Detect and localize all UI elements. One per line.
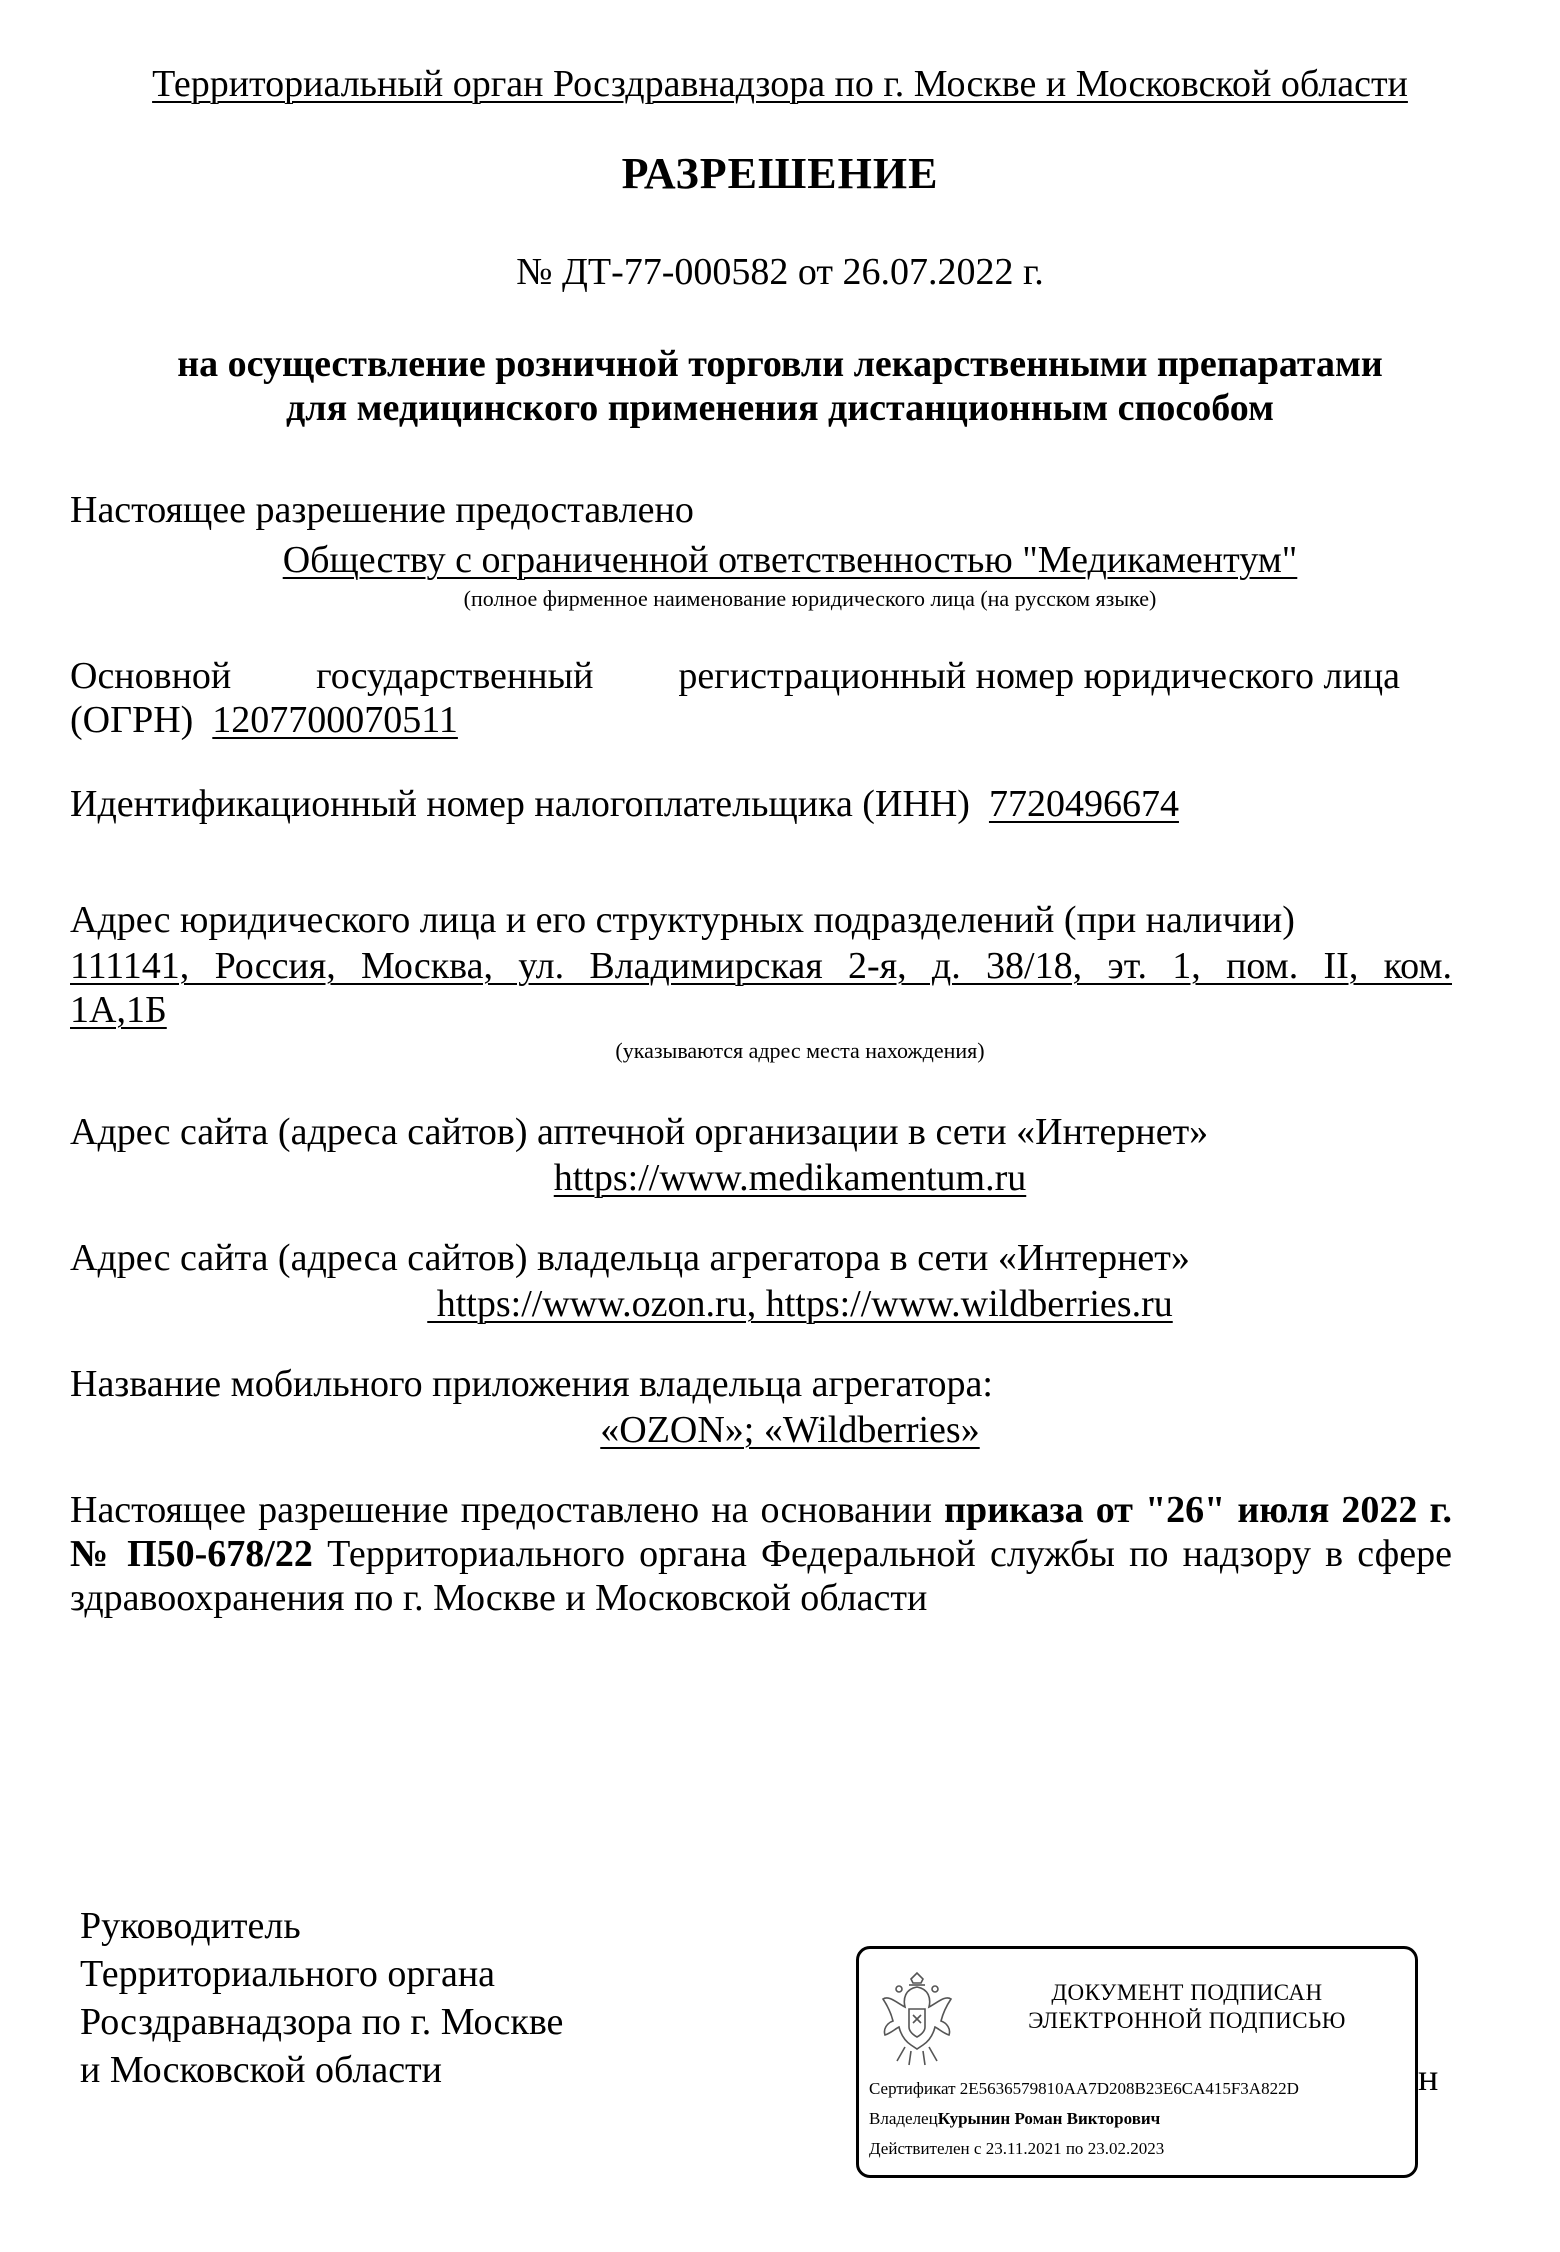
valid-mid: по (1065, 2139, 1084, 2158)
valid-label: Действителен с (869, 2139, 982, 2158)
basis-order-reference: приказа от "26" июля 2022 г. № П50-678/22 (70, 1489, 1452, 1575)
ogrn-label-word: Основной (70, 655, 232, 697)
basis-text-start: Настоящее разрешение предоставлено на основании (70, 1489, 945, 1531)
document-title: РАЗРЕШЕНИЕ (621, 149, 939, 198)
owner-label: Владелец (869, 2109, 938, 2128)
pharmacy-site-value (0, 1156, 1560, 1200)
ogrn-abbr: (ОГРН) (70, 699, 194, 741)
e-signature-heading-line2: ЭЛЕКТРОННОЙ ПОДПИСЬЮ (1028, 2008, 1346, 2033)
signer-line: Росздравнадзора по г. Москве (80, 2001, 564, 2043)
company-name-note: (полное фирменное наименование юридического лица (на русском языке) (463, 586, 1157, 611)
owner-value: Курынин Роман Викторович (937, 2109, 1161, 2128)
ogrn-value: 1207700070511 (212, 699, 458, 741)
certificate-line (869, 2079, 1299, 2099)
valid-to: 23.02.2023 (1087, 2139, 1165, 2158)
ogrn-label-word: государственный (316, 655, 594, 697)
ogrn-line (70, 698, 1450, 742)
document-subject-line2: для медицинского применения дистанционным способом (286, 387, 1274, 429)
address-value (70, 944, 1452, 1032)
ogrn-block (70, 654, 1450, 742)
owner-line (869, 2109, 1160, 2129)
issued-to-label: Настоящее разрешение предоставлено (70, 489, 694, 531)
issuing-authority-text: Территориальный орган Росздравнадзора по г. Москве и Московской области (152, 63, 1408, 105)
inn-line (70, 782, 1179, 826)
address-label: Адрес юридического лица и его структурных подразделений (при наличии) (70, 899, 1295, 941)
company-name-text: Обществу с ограниченной ответственностью "Медикаментум" (282, 539, 1298, 581)
e-signature-stamp (856, 1946, 1418, 2178)
certificate-value: 2E5636579810AA7D208B23E6CA415F3A822D (959, 2079, 1299, 2098)
address-note: (указываются адрес места нахождения) (615, 1038, 985, 1063)
coat-of-arms-icon (875, 1969, 959, 2073)
aggregator-site-links[interactable]: https://www.ozon.ru, https://www.wildberries.ru (427, 1283, 1173, 1325)
clipped-signer-letter: н (1418, 2057, 1439, 2099)
signer-line: Территориального органа (80, 1953, 496, 1995)
certificate-label: Сертификат (869, 2079, 956, 2098)
signer-position (80, 1902, 563, 2094)
inn-value: 7720496674 (988, 783, 1179, 825)
validity-line (869, 2139, 1164, 2159)
address-value-line2: 1А,1Б (70, 989, 167, 1031)
pharmacy-site-link[interactable]: https://www.medikamentum.ru (553, 1157, 1027, 1199)
company-name (0, 538, 1560, 582)
issuing-authority-header (0, 62, 1560, 106)
aggregator-site-value (0, 1282, 1560, 1326)
ogrn-label (70, 654, 1400, 698)
basis-text-end: Территориального органа Федеральной службы по надзору в сфере здравоохранения по г. Москве и Московской области (70, 1533, 1452, 1619)
mobile-app-label: Название мобильного приложения владельца агрегатора: (70, 1363, 993, 1405)
mobile-app-names: «OZON»; «Wildberries» (600, 1409, 980, 1451)
document-subject-line1: на осуществление розничной торговли лекарственными препаратами (177, 343, 1383, 385)
valid-from: 23.11.2021 (985, 2139, 1062, 2158)
e-signature-heading-line1: ДОКУМЕНТ ПОДПИСАН (1051, 1980, 1323, 2005)
document-subject (60, 342, 1500, 430)
ogrn-label-word: регистрационный номер юридического лица (678, 655, 1400, 697)
document-number: № ДТ-77-000582 от 26.07.2022 г. (516, 251, 1044, 293)
mobile-app-value (0, 1408, 1560, 1452)
inn-label: Идентификационный номер налогоплательщика (ИНН) (70, 783, 970, 825)
e-signature-heading (969, 1979, 1405, 2035)
signer-line: и Московской области (80, 2049, 443, 2091)
address-value-line1: 111141, Россия, Москва, ул. Владимирская 2-я, д. 38/18, эт. 1, пом. II, ком. (70, 945, 1452, 987)
permit-basis-paragraph (70, 1488, 1452, 1620)
pharmacy-site-label: Адрес сайта (адреса сайтов) аптечной организации в сети «Интернет» (70, 1111, 1209, 1153)
aggregator-site-label: Адрес сайта (адреса сайтов) владельца агрегатора в сети «Интернет» (70, 1237, 1190, 1279)
signer-line: Руководитель (80, 1905, 301, 1947)
